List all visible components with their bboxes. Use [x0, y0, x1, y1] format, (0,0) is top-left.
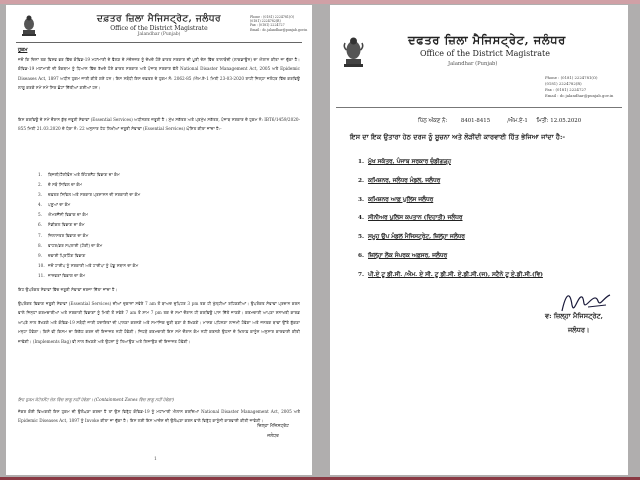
contact-line: Fax : (0181) 2224727: [250, 23, 285, 28]
order-page-left: [6, 5, 312, 475]
order-paragraph-5: ਇਹ ਹੁਕਮ ਕੰਟੇਨਮੈਂਟ ਜ਼ੋਨ ਵਿੱਚ ਲਾਗੂ ਨਹੀਂ ਹੋਵੇਗਾ। (Containment Zones ਵਿੱਚ ਲਾਗੂ ਨਹੀਂ ਹੋਵੇਗਾ): [18, 397, 174, 402]
list-item: 8. ਵਾਟਰ/ਡਰ ਸਪਲਾਈ (ਟੰਕੀ) ਦਾ ਕੰਮ: [38, 242, 103, 248]
list-item: 5. ਐਮਰਜੈਂਸੀ ਵਿਭਾਗ ਦਾ ਕੰਮ: [38, 212, 88, 218]
order-heading: ਹੁਕਮ: [18, 47, 28, 53]
list-item: 11. ਜਾਨਵਰਾਂ ਵਿਭਾਗ ਦਾ ਕੰਮ: [38, 272, 86, 278]
office-subtitle: Office of the District Magistrate: [420, 49, 550, 58]
contact-line: Email : dc.jalandhar@punjab.gov.in: [545, 93, 614, 98]
list-item: 4. ਪਸ਼ੂਆਂ ਦਾ ਕੰਮ: [38, 202, 71, 208]
office-city: Jalandhar (Punjab): [448, 61, 498, 67]
list-item: 6. ਮੈਡੀਕਲ ਵਿਭਾਗ ਦਾ ਕੰਮ: [38, 222, 85, 228]
list-item: 3. ਕਮਿਸ਼ਨਰ ਆਫ਼ ਪੁਲਿਸ ਜਲੰਧਰ: [358, 196, 434, 203]
list-item: 7. ਜ਼ਿਲਾਸਤਰ ਵਿਭਾਗ ਦਾ ਕੰਮ: [38, 232, 89, 238]
list-item: 4. ਸੀਨੀਅਰ ਪੁਲਿਸ ਕਪਤਾਨ (ਦਿਹਾਤੀ) ਜਲੰਧਰ: [358, 215, 463, 222]
signer-city: ਜਲੰਧਰ: [267, 434, 279, 439]
contact-line: Email : dc.jalandhar@punjab.gov.in: [250, 27, 308, 32]
endorsement-page-right: [330, 5, 628, 475]
list-item: 7. ਪੀ.ਏ ਟੂ ਡੀ.ਸੀ. /ਐਮ. ਏ ਸੀ. ਟੂ ਡੀ.ਸੀ. ਏ.ਡੀ.ਸੀ.(ਜ), ਸਟੈਨੋ ਟੂ ਏ.ਡੀ.ਸੀ.(ਵਿ): [358, 271, 543, 278]
order-paragraph-6: ਜੇਕਰ ਕੋਈ ਵਿਅਕਤੀ ਇਸ ਹੁਕਮ ਦੀ ਉਲੰਘਣਾ ਕਰਦਾ ਹੈ ਤਾਂ ਉਸ ਵਿਰੁੱਧ ਕੋਵਿਡ-19 ਨੂੰ ਮਹਾਂਮਾਰੀ ਐਲਾਨ ਕਰਦਿਆਂ National Disaster Management Act, 2005 ਅਤੇ Epidemic Diseases Act, 1897 ਨੂੰ Invoke ਕੀਤਾ ਜਾ ਚੁੱਕਾ ਹੈ। ਇਸ ਲਈ ਇਸ ਆਦੇਸ਼ ਦੀ ਉਲੰਘਣਾ ਕਰਨ ਵਾਲੇ ਵਿਰੁੱਧ ਕਾਨੂੰਨੀ ਕਾਰਵਾਈ ਕੀਤੀ ਜਾਵੇਗੀ।: [18, 409, 300, 424]
contact-line: Phone : (0181) 2224781(O): [250, 15, 295, 19]
order-paragraph-2: ਇਸ ਕਰਫਿਊ ਦੇ ਸਮੇਂ ਦੌਰਾਨ ਕੁੱਝ ਜ਼ਰੂਰੀ ਸੇਵਾਵਾਂ (Essential Services) ਅਧੀਨਗਤ ਜ਼ਰੂਰੀ ਹੈ। ਮੁੱਖ ਸਕੱਤਰ ਅਤੇ ਪ੍ਰਮੁੱਖ ਸਕੱਤਰ, ਪੰਜਾਬ ਸਰਕਾਰ ਦੇ ਹੁਕਮ ਨੰ: IBT6/1459/2020-855 ਮਿਤੀ 21.03.2020 ਦੇ ਪੈਰਾ ਨੰ: 22 ਅਨੁਸਾਰ ਹੇਠ ਲਿਖੀਆਂ ਜ਼ਰੂਰੀ ਸੇਵਾਵਾਂ (Essential Services) ਘੋਸ਼ਿਤ ਕੀਤਾ ਜਾਂਦਾ ਹੈ:-: [18, 117, 300, 132]
header-divider: [16, 42, 302, 43]
endorsement-intro: ਇਸ ਦਾ ਇਕ ਉਤਾਰਾ ਹੇਠ ਦਰਜ ਨੂੰ ਸੂਚਨਾ ਅਤੇ ਲੋੜੀਂਦੀ ਕਾਰਵਾਈ ਹਿੱਤ ਭੇਜਿਆ ਜਾਂਦਾ ਹੈ:-: [350, 133, 566, 141]
order-paragraph-4: ਉਪਰੋਕਤ ਵਿਭਾਗ ਜ਼ਰੂਰੀ ਸੇਵਾਵਾਂ (Essential Services) ਦੀਆਂ ਦੁਕਾਨਾਂ ਸਵੇਰੇ 7 am ਤੋਂ ਬਾਅਦ ਦੁਪਿਹਰ 3 pm ਤਕ ਹੀ ਖੁੱਲ੍ਹੀਆਂ ਰਹਿਣਗੀਆਂ। ਉਪਰੋਕਤ ਸੇਵਾਵਾਂ ਪ੍ਰਦਾਨ ਕਰਨ ਵਾਲੇ ਜਿਨ੍ਹਾਂ ਕਰਮਚਾਰੀਆਂ ਅਤੇ ਸਰਕਾਰੀ ਵਿਭਾਗਾਂ ਨੂੰ ਮਿਤੀ ਤੋਂ ਸਵੇਰੇ 7 am ਤੋਂ ਸ਼ਾਮ 7 pm ਤਕ ਦੇ ਸਮਾਂ ਦੌਰਾਨ ਹੀ ਕਰਫਿਊ ਪਾਸ ਦਿੱਤੇ ਜਾਣਗੇ। ਕਰਮਚਾਰੀ ਆਪਣਾ ਸ਼ਨਾਖਤੀ ਕਾਰਡ ਆਪਣੇ ਨਾਲ ਰੱਖਣਗੇ ਅਤੇ ਕੋਵਿਡ-19 ਸਬੰਧੀ ਜਾਰੀ ਹਦਾਇਤਾਂ ਦੀ ਪਾਲਣਾ ਕਰਨਗੇ ਅਤੇ ਸਮਾਜਿਕ ਦੂਰੀ ਬਣਾ ਕੇ ਰੱਖਣਗੇ। ਮਾਸਕ ਪਹਿਨਣਾ ਲਾਜ਼ਮੀ ਹੋਵੇਗਾ ਅਤੇ ਜਨਤਕ ਥਾਵਾਂ ਉੱਤੇ ਥੁੱਕਣਾ ਮਨ੍ਹਾ ਹੋਵੇਗਾ। ਕਿਸੇ ਵੀ ਕਿਸਮ ਦਾ ਇਕੱਠ ਕਰਨ ਦੀ ਇਜਾਜ਼ਤ ਨਹੀਂ ਹੋਵੇਗੀ। ਜਿਹੜੇ ਕਰਮਚਾਰੀ ਇਸ ਸਮੇਂ ਦੌਰਾਨ ਕੰਮ ਨਹੀਂ ਕਰਨਗੇ ਉਹਨਾਂ ਦੇ ਖਿਲਾਫ਼ ਕਾਨੂੰਨ ਅਨੁਸਾਰ ਕਾਰਵਾਈ ਕੀਤੀ ਜਾਵੇਗੀ। (Implements Bag) ਵੀ ਨਾਲ ਰੱਖਣਗੇ ਅਤੇ ਉਹਨਾਂ ਨੂੰ ਲਿਆਉਣ ਅਤੇ ਲਿਜਾਉਣ ਦੀ ਇਜਾਜ਼ਤ ਹੋਵੇਗੀ।: [18, 301, 300, 344]
office-title: ਦਫਤਰ ਜ਼ਿਲਾ ਮੈਜਿਸਟ੍ਰੇਟ, ਜਲੰਧਰ: [408, 33, 566, 47]
contact-block: [545, 75, 627, 99]
endorsement-reference: ਪਿੱਠ ਅੰਕਣ ਨੰ: 8401-8415 /ਐਮ.ਏ-1 ਮਿਤੀ: 12.05.2020: [418, 118, 582, 124]
order-paragraph-1: ਜਦੋਂ ਕਿ ਦਿਨਾਂ ਤਕ ਵਿਸ਼ਵ ਭਰ ਵਿੱਚ ਕੋਵਿਡ-19 ਮਹਾਂਮਾਰੀ ਦੇ ਫੈਲਣ ਦੇ ਮੱਦੇਨਜ਼ਰ ਨੂੰ ਦੇਖਦੇ ਹੋਏ ਭਾਰਤ ਸਰਕਾਰ ਦੀ ਪੂਰੀ ਦੇਸ਼ ਵਿੱਚ ਤਾਲਾਬੰਦੀ (ਲਾਕਡਾਊਨ) ਦਾ ਐਲਾਨ ਕੀਤਾ ਜਾ ਚੁੱਕਾ ਹੈ। ਕੋਵਿਡ-19 ਮਹਾਂਮਾਰੀ ਦੀ ਰੋਕਥਾਮ ਨੂੰ ਧਿਆਨ ਵਿੱਚ ਰੱਖਦੇ ਹੋਏ ਭਾਰਤ ਸਰਕਾਰ ਅਤੇ ਪੰਜਾਬ ਸਰਕਾਰ ਵੱਲੋਂ National Disaster Management Act, 2005 ਅਤੇ Epidemic Diseases Act, 1897 ਅਧੀਨ ਹੁਕਮ ਜਾਰੀ ਕੀਤੇ ਗਏ ਹਨ। ਇਸ ਸਬੰਧੀ ਇਸ ਦਫ਼ਤਰ ਦੇ ਹੁਕਮ ਨੰ: 2062-85 /ਐਮ.ਏ-1 ਮਿਤੀ 23-03-2020 ਰਾਹੀਂ ਜ਼ਿਲ੍ਹਾ ਜਲੰਧਰ ਵਿੱਚ ਕਰਫਿਊ ਲਾਗੂ ਕਰਕੇ ਸਮੇਂ ਸਮੇਂ ਸਿਰ ਛੋਟਾਂ ਦਿੱਤੀਆਂ ਗਈਆਂ ਹਨ।: [18, 57, 300, 91]
contact-line: Fax : (0181) 2224727: [545, 87, 587, 92]
essential-services-list: [38, 170, 140, 281]
header-divider: [336, 107, 622, 108]
list-item: 6. ਜ਼ਿਲ੍ਹਾ ਲੋਕ ਸੰਪਰਕ ਅਫ਼ਸਰ, ਜਲੰਧਰ: [358, 252, 448, 259]
list-item: 5. ਸਮੂਹ ਉਪ ਮੰਡਲ ਮੈਜਿਸਟ੍ਰੇਟ, ਜ਼ਿਲ੍ਹਾ ਜਲੰਧਰ: [358, 234, 465, 241]
signer-city: ਜਲੰਧਰ।: [568, 326, 590, 334]
list-item: 3. ਦਫ਼ਤਰ ਸਿਵਿਲ ਅਤੇ ਸਰਕਾਰ ਪ੍ਰਸ਼ਾਸਨ ਦੀ ਸਰਕਾਰੀ ਦਾ ਕੰਮ: [38, 192, 141, 198]
signer-title: ਵ: ਜ਼ਿਲ੍ਹਾ ਮੈਜਿਸਟ੍ਰੇਟ,: [545, 312, 603, 320]
office-subtitle: Office of the District Magistrate: [110, 25, 208, 32]
top-border-band: [0, 0, 640, 4]
order-paragraph-3: ਇਹ ਉਪਰੋਕਤ ਸੇਵਾਵਾਂ ਵਿੱਚ ਜ਼ਰੂਰੀ ਸੇਵਾਵਾਂ ਦਰਜਾ ਦਿੱਤਾ ਜਾਂਦਾ ਹੈ।: [18, 287, 118, 292]
contact-block: [250, 15, 310, 32]
contact-line: (0181) 2224782(R): [545, 81, 582, 86]
contact-line: (0181) 2224782(R): [250, 19, 281, 24]
office-city: Jalandhar (Punjab): [137, 32, 181, 37]
national-emblem-icon: [340, 35, 367, 69]
office-title: ਦਫ਼ਤਰ ਜ਼ਿਲਾ ਮੈਜਿਸਟ੍ਰੇਟ, ਜਲੰਧਰ: [96, 14, 222, 24]
list-item: 10. ਜਦੋਂ ਟਾਈਪ ਨੂੰ ਸਰਕਾਰੀ ਅਤੇ ਟਾਈਪਾ ਨੂੰ ਪੇਂਡੂ ਸਥਾਨ ਦਾ ਕੰਮ: [38, 262, 139, 268]
list-item: 1. ਮੁੱਖ ਸਕੱਤਰ, ਪੰਜਾਬ ਸਰਕਾਰ ਚੰਡੀਗੜ੍ਹ: [358, 159, 451, 165]
recipient-list: [358, 153, 543, 285]
list-item: 1. ਬਿਜਲੀ/ਟੈਲੀਫੋਨ ਅਤੇ ਇੰਟਰਨੈਂਟ ਵਿਭਾਗ ਦਾ ਕੰਮ: [38, 172, 120, 177]
page-number: 1: [154, 457, 157, 462]
list-item: 9. ਦਵਾਈ ਪ੍ਰਿਟਿੰਗ ਵਿਭਾਗ: [38, 252, 86, 258]
list-item: 2. ਦੇ ਸਬੰ ਸਿਵਿਲ ਦਾ ਕੰਮ: [38, 182, 83, 188]
contact-line: Phone : (0181) 2224781(O): [545, 75, 598, 80]
list-item: 2. ਕਮਿਸ਼ਨਰ, ਜਲੰਧਰ ਮੰਡਲ, ਜਲੰਧਰ: [358, 177, 441, 184]
signer-title: ਜ਼ਿਲ੍ਹਾ ਮੈਜਿਸਟ੍ਰੇਟ: [257, 424, 289, 429]
